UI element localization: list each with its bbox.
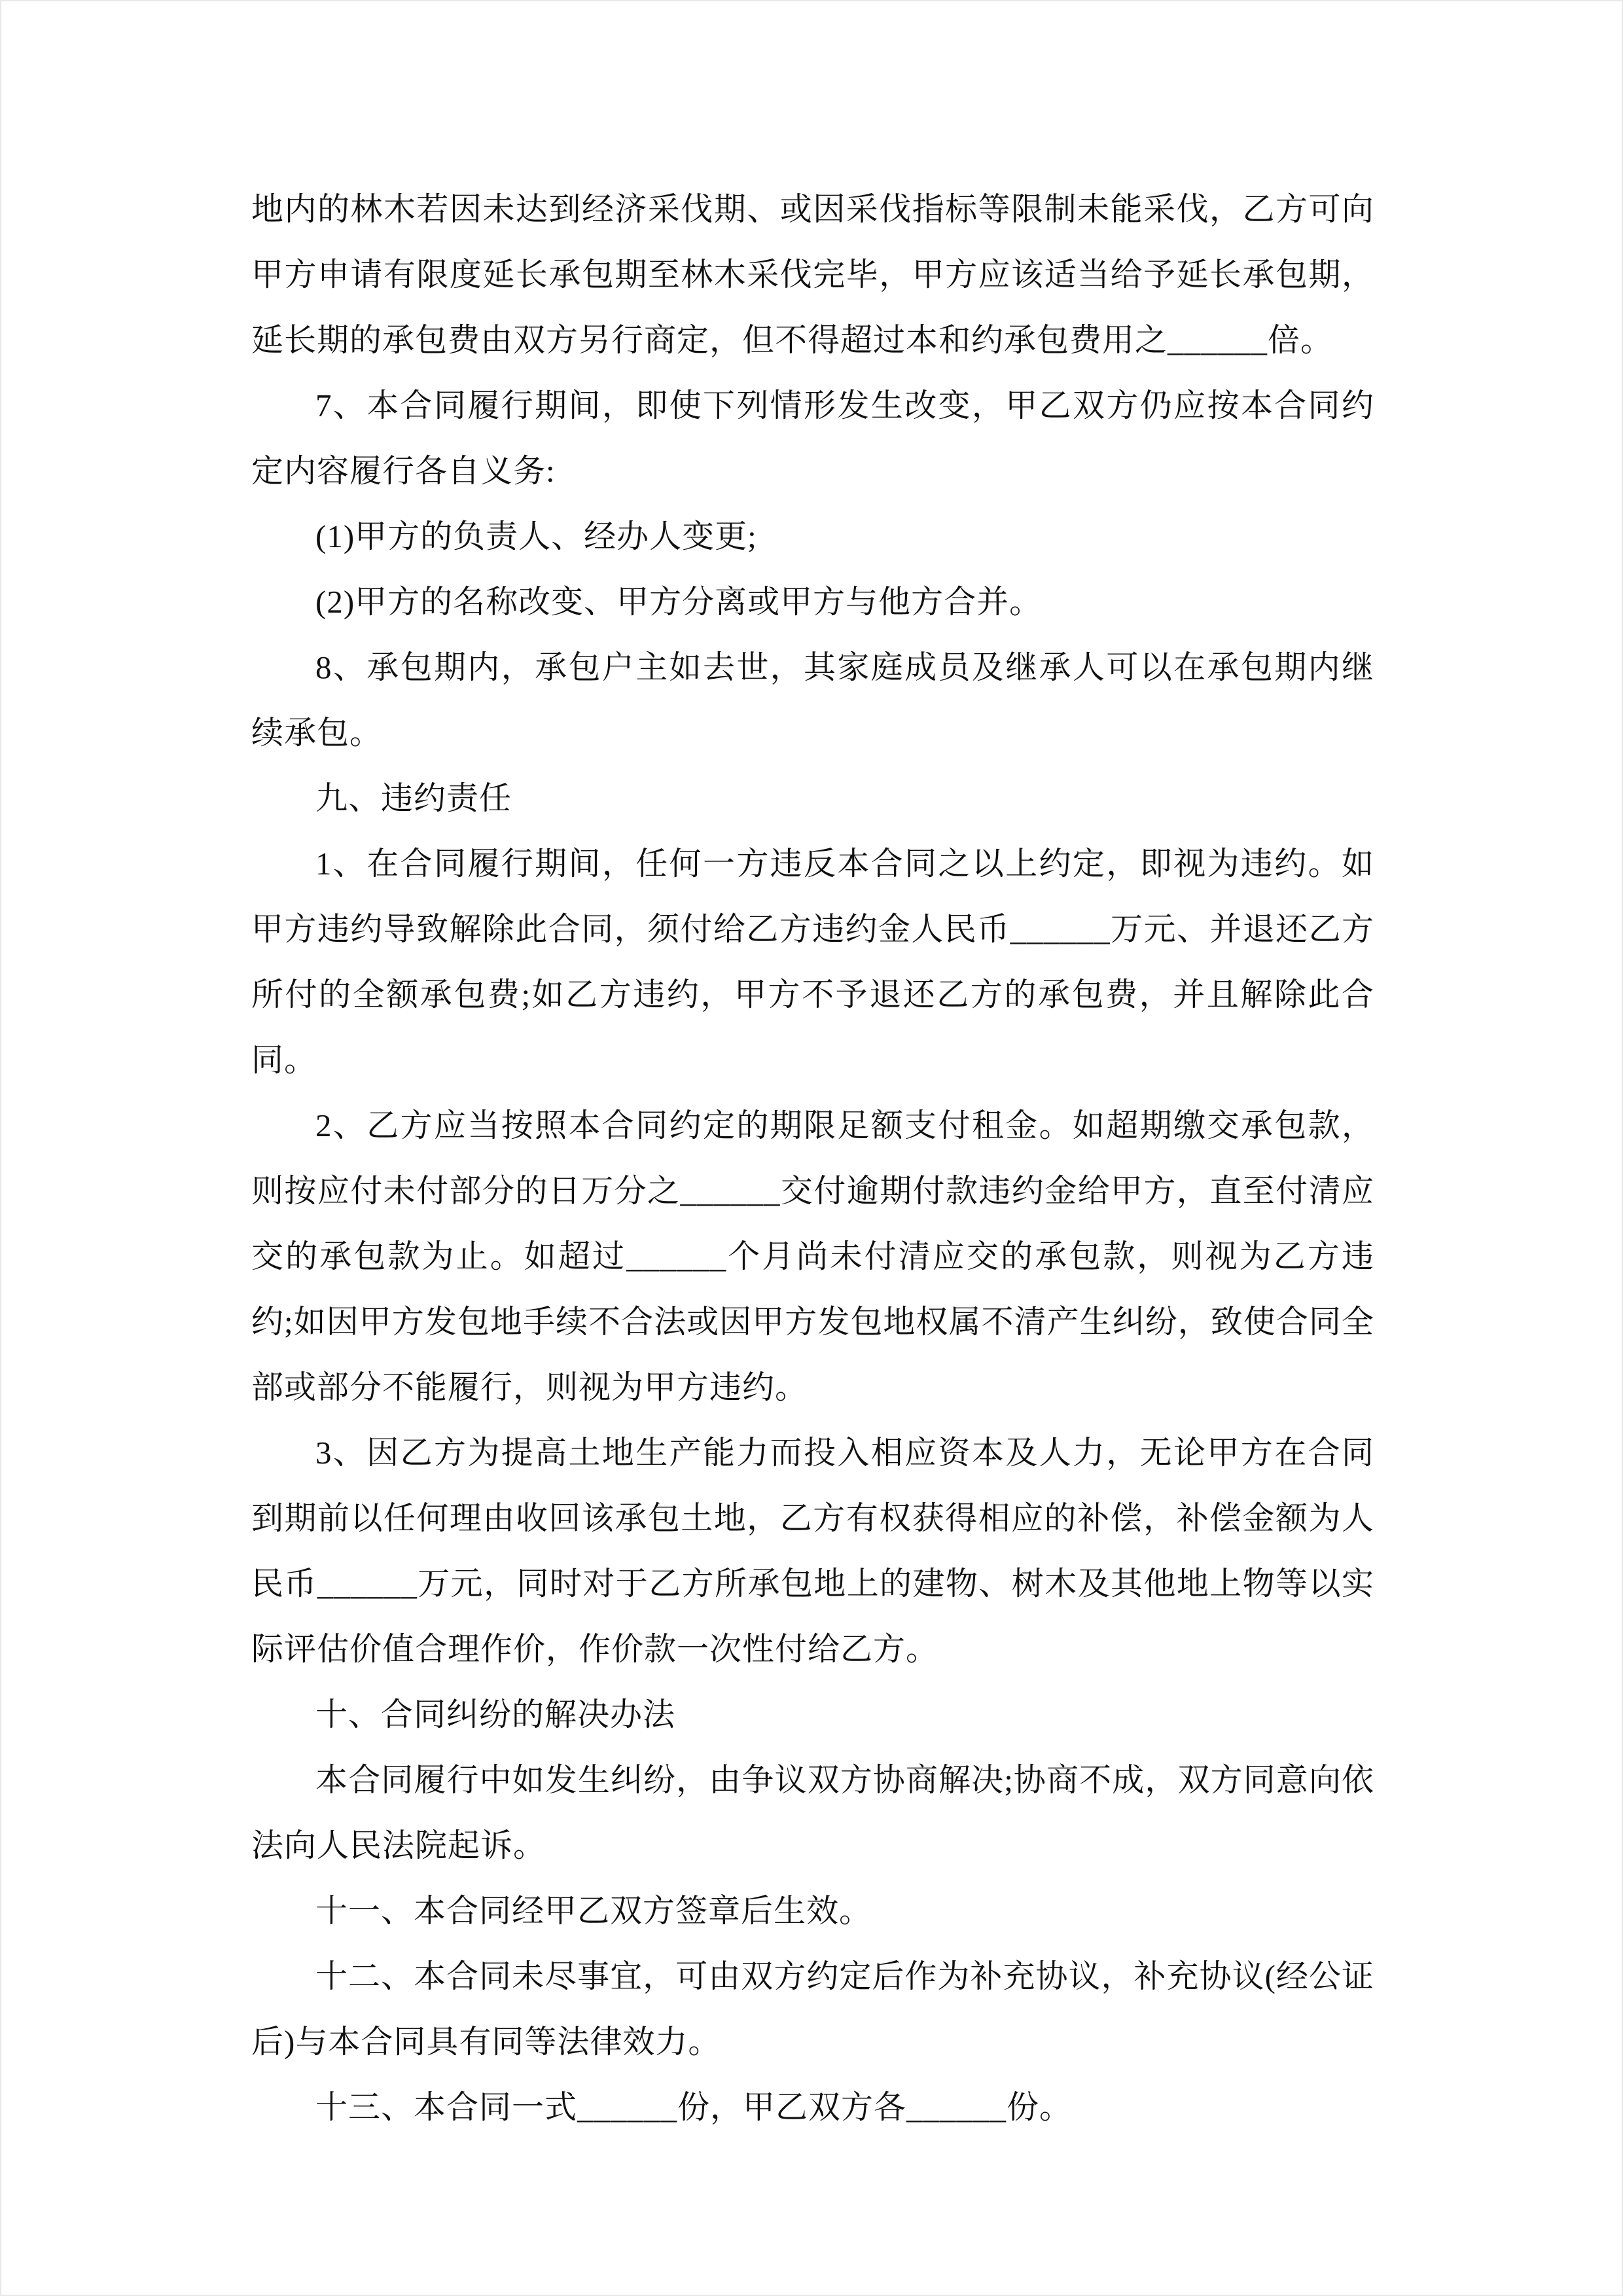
- paragraph: 九、违约责任: [315, 780, 512, 816]
- paragraph: 十二、本合同未尽事宜，可由双方约定后作为补充协议，补充协议(经公证后)与本合同具有同等法律效力。: [251, 1958, 1374, 2060]
- paragraph: (2)甲方的名称改变、甲方分离或甲方与他方合并。: [315, 584, 1043, 620]
- paragraph: 本合同履行中如发生纠纷，由争议双方协商解决;协商不成，双方同意向依法向人民法院起诉。: [251, 1762, 1374, 1863]
- paragraph: 1、在合同履行期间，任何一方违反本合同之以上约定，即视为违约。如甲方违约导致解除此合同，须付给乙方违约金人民币______万元、并退还乙方所付的全额承包费;如乙方违约，甲方不予退还乙方的承包费，并且解除此合同。: [251, 846, 1374, 1078]
- paragraph: 地内的林木若因未达到经济采伐期、或因采伐指标等限制未能采伐，乙方可向甲方申请有限度延长承包期至林木采伐完毕，甲方应该适当给予延长承包期，延长期的承包费由双方另行商定，但不得超过本和约承包费用之______倍。: [251, 191, 1374, 358]
- document-body: [251, 177, 1374, 2140]
- paragraph: 十三、本合同一式______份，甲乙双方各______份。: [315, 2089, 1073, 2125]
- paragraph: 7、本合同履行期间，即使下列情形发生改变，甲乙双方仍应按本合同约定内容履行各自义务:: [251, 387, 1374, 489]
- paragraph: 十一、本合同经甲乙双方签章后生效。: [315, 1893, 872, 1929]
- paragraph: 8、承包期内，承包户主如去世，其家庭成员及继承人可以在承包期内继续承包。: [251, 649, 1374, 751]
- paragraph: (1)甲方的负责人、经办人变更;: [315, 518, 757, 554]
- paragraph: 2、乙方应当按照本合同约定的期限足额支付租金。如超期缴交承包款，则按应付未付部分的日万分之______交付逾期付款违约金给甲方，直至付清应交的承包款为止。如超过______个月尚未付清应交的承包款，则视为乙方违约;如因甲方发包地手续不合法或因甲方发包地权属不清产生纠纷，致使合同全部或部分不能履行，则视为甲方违约。: [251, 1107, 1374, 1405]
- paragraph: 十、合同纠纷的解决办法: [315, 1696, 676, 1732]
- paragraph: 3、因乙方为提高土地生产能力而投入相应资本及人力，无论甲方在合同到期前以任何理由收回该承包土地，乙方有权获得相应的补偿，补偿金额为人民币______万元，同时对于乙方所承包地上的建物、树木及其他地上物等以实际评估价值合理作价，作价款一次性付给乙方。: [251, 1435, 1374, 1667]
